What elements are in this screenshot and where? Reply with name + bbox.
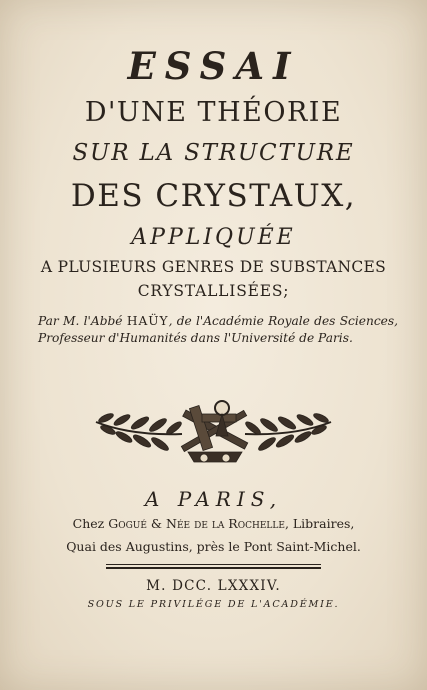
imprint-year: M. DCC. LXXXIV. <box>146 578 281 594</box>
publisher-name-1: Gogué <box>108 516 147 531</box>
imprint-publisher <box>0 516 427 531</box>
title-line-theorie: D'UNE THÉORIE <box>84 97 343 128</box>
crossed-tools-and-laurel-ornament-icon <box>92 392 335 474</box>
publisher-prefix: Chez <box>72 516 105 531</box>
imprint-address: Quai des Augustins, près le Pont Saint-Michel. <box>66 539 361 554</box>
title-line-crystaux: DES CRYSTAUX, <box>70 178 357 214</box>
author-suffix: , de l'Académie Royale des Sciences, Professeur d'Humanités dans l'Université de Paris. <box>38 314 399 345</box>
title-line-essai: ESSAI <box>127 44 300 88</box>
author-name: HAÜY <box>126 314 169 328</box>
imprint-city: A PARIS, <box>144 487 283 511</box>
publisher-and: & <box>150 516 163 531</box>
imprint-privilege: SOUS LE PRIVILÉGE DE L'ACADÉMIE. <box>87 599 340 610</box>
publisher-suffix: , Libraires, <box>284 516 355 531</box>
author-statement <box>38 313 398 347</box>
publisher-name-2: Née de la Rochelle <box>166 516 285 531</box>
author-prefix: Par M. l'Abbé <box>38 314 123 328</box>
title-line-structure: SUR LA STRUCTURE <box>72 140 355 166</box>
title-line-appliquee: APPLIQUÉE <box>131 225 296 250</box>
divider-rule-thick <box>106 567 321 569</box>
title-line-substances: A PLUSIEURS GENRES DE SUBSTANCES <box>40 258 387 276</box>
divider-rule <box>106 564 321 565</box>
title-line-crystallisees: CRYSTALLISÉES; <box>137 282 290 300</box>
